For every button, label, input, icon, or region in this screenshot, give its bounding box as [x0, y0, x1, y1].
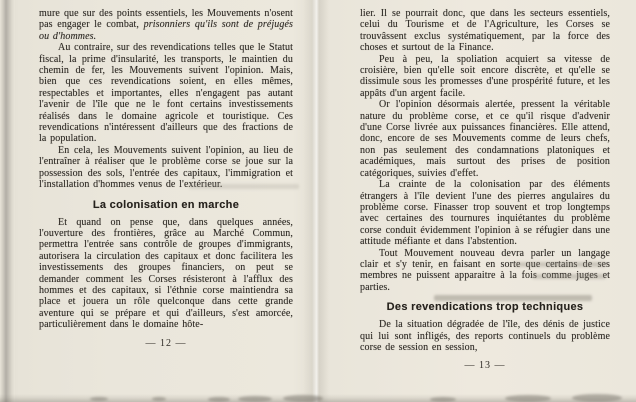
scan-smudge	[572, 394, 622, 402]
scan-smudge	[208, 397, 230, 402]
paragraph: Et quand on pense que, dans quelques années, l'ouverture des frontières, grâce au Marché Commun, permettra l'entrée sans contrôle de groupes d'immigrants, autorisera la circulation des capitaux et donc facilitera les investissements des groupes financiers, on peut se demander comment les Corses résisteront à l'afflux des hommes et des capitaux, si l'éthnie corse maintiendra sa place et jouera un rôle quelconque dans cette grande aventure qui se prépare et qui d'ailleurs, s'est amorcée, particulièrement dans le domaine hôte-	[39, 216, 293, 331]
page-number: — 13 —	[464, 360, 506, 372]
scan-smudge	[238, 396, 272, 402]
gutter-crease	[303, 0, 329, 402]
paragraph: En cela, les Mouvements suivent l'opinion, au lieu de l'entraîner à réaliser que le problème corse se joue sur la possession des sols, l'entrée des capitaux, l'immigration et l'installation d'hommes venus de l'extérieur.	[39, 144, 293, 191]
page-number: — 12 —	[145, 337, 187, 349]
paragraph-text: mure que sur des points essentiels, les Mouvements n'osent pas engager le combat,	[39, 8, 293, 31]
paragraph: Au contraire, sur des revendications telles que le Statut fiscal, la prime d'insularité, les transports, le maintien du chemin de fer, les Mouvements suivent l'opinion. Mais, bien que ces revendications soient, en elles mêmes, respectables et importantes, elles n'engagent pas autant l'avenir de l'île que ne le font certains investissements réalisés dans le domaine agricole et touristique. Ces revendications n'intéressent d'ailleurs que des fractions de la population.	[39, 42, 293, 145]
page-edge-stack	[0, 0, 15, 402]
scan-smudge	[505, 395, 551, 402]
page-left	[39, 8, 293, 349]
paragraph: Or l'opinion désormais alertée, pressent la véritable nature du problème corse, et ce qu'il risque d'advenir d'une Corse livrée aux puissances financières. Elle attend, donc, encore de ses Mouvements comme de leurs chefs, non pas seulement des condamnations platoniques et académiques, mais surtout des prises de position catégoriques, suivies d'effet.	[360, 99, 610, 179]
show-through-mark	[532, 274, 606, 279]
scan-smudge	[283, 395, 323, 402]
scan-smudge	[90, 397, 108, 401]
section-heading: La colonisation en marche	[92, 198, 240, 211]
paragraph: La crainte de la colonisation par des éléments étrangers à l'île devient l'une des pierres angulaires du problème corse. Finasser trop souvent et trop longtemps avec certaines des tournures inquiétantes du problème corse conduit évidemment l'opinion à se réfugier dans une attitude méfiante et dans l'abstention.	[360, 179, 610, 248]
scan-smudge	[430, 397, 456, 402]
section-heading: Des revendications trop techniques	[386, 301, 584, 314]
paragraph: Peu à peu, la spoliation acquiert sa vitesse de croisière, bien qu'elle soit encore discrète, et qu'elle se dissimule sous les promesses d'une prospérité future, et les appâts d'un argent facile.	[360, 53, 610, 99]
paragraph-continuation	[39, 8, 293, 42]
show-through-mark	[434, 295, 592, 301]
paragraph: Tout Mouvement nouveau devra parler un langage clair et s'y tenir, en faisant en sorte que certains de ses membres ne puissent apparaitre à la fois comme juges et parties.	[360, 247, 610, 293]
paragraph-italic-text: prisonniers qu'ils sont de préjugés ou d'hommes.	[39, 19, 293, 42]
paragraph: De la situation dégradée de l'île, des dénis de justice qui lui sont infligés, des reports continuels du problème corse de session en session,	[360, 319, 610, 353]
scan-smudge	[152, 397, 166, 401]
show-through-mark	[514, 262, 606, 267]
paragraph-continuation: lier. Il se pourrait donc, que dans les secteurs essentiels, celui du Tourisme et de l'Agriculture, les Corses se trouvâssent exclus systématiquement, par la force des choses et surtout de la Finance.	[360, 8, 610, 54]
show-through-mark	[189, 184, 299, 189]
page-right	[360, 8, 610, 371]
